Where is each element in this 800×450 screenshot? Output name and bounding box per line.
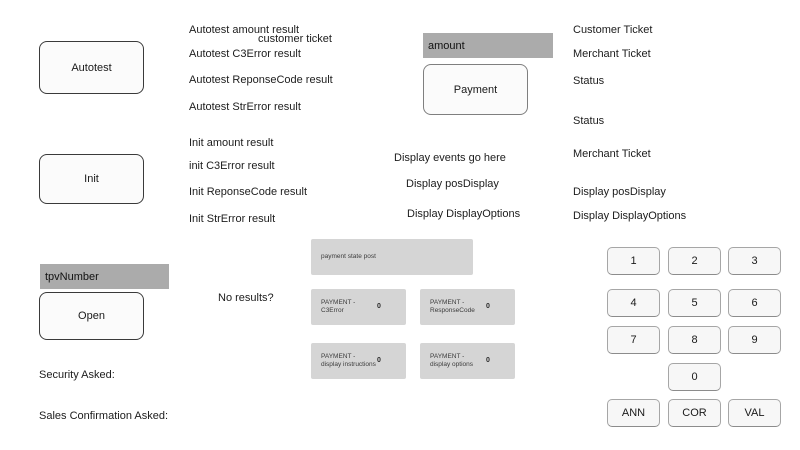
payment-display-options-box <box>420 343 515 379</box>
no-results-label: No results? <box>218 292 274 304</box>
payment-responsecode-box <box>420 289 515 325</box>
payment-c3error-box <box>311 289 406 325</box>
open-button[interactable]: Open <box>39 292 144 340</box>
amount-input[interactable] <box>423 33 553 58</box>
autotest-amount-result-label: Autotest amount result <box>189 24 300 36</box>
autotest-strerror-result-label: Autotest StrError result <box>189 101 301 113</box>
display-posdisplay-label: Display posDisplay <box>406 178 499 190</box>
payment-c3error-count: 0 <box>377 303 381 310</box>
payment-responsecode-label: PAYMENT - ResponseCode <box>430 299 475 314</box>
init-amount-result-label: Init amount result <box>189 137 274 149</box>
keypad-key-3[interactable]: 3 <box>728 247 781 275</box>
payment-display-instructions-count: 0 <box>377 357 381 364</box>
payment-display-instructions-box <box>311 343 406 379</box>
payment-display-instructions-label: PAYMENT - display instructions <box>321 353 376 368</box>
keypad-key-9[interactable]: 9 <box>728 326 781 354</box>
payment-c3error-label: PAYMENT - C3Error <box>321 299 356 314</box>
autotest-button[interactable]: Autotest <box>39 41 144 94</box>
init-button[interactable]: Init <box>39 154 144 204</box>
keypad-key-0[interactable]: 0 <box>668 363 721 391</box>
payment-display-options-label: PAYMENT - display options <box>430 353 473 368</box>
status-label-2: Status <box>573 115 605 127</box>
display-displayoptions-label: Display DisplayOptions <box>407 208 521 220</box>
payment-display-options-count: 0 <box>486 357 490 364</box>
keypad-key-1[interactable]: 1 <box>607 247 660 275</box>
customer-ticket-result-label: customer ticket <box>258 33 332 45</box>
init-reponsecode-result-label: Init ReponseCode result <box>189 186 308 198</box>
merchant-ticket-label: Merchant Ticket <box>573 48 651 60</box>
merchant-ticket-label-2: Merchant Ticket <box>573 148 651 160</box>
customer-ticket-label: Customer Ticket <box>573 24 653 36</box>
keypad-key-5[interactable]: 5 <box>668 289 721 317</box>
keypad-val-button[interactable]: VAL <box>728 399 781 427</box>
init-c3error-result-label: init C3Error result <box>189 160 275 172</box>
init-strerror-result-label: Init StrError result <box>189 213 276 225</box>
autotest-reponsecode-result-label: Autotest ReponseCode result <box>189 74 333 86</box>
keypad-key-4[interactable]: 4 <box>607 289 660 317</box>
security-asked-label: Security Asked: <box>39 369 115 381</box>
keypad-key-6[interactable]: 6 <box>728 289 781 317</box>
payment-state-post-label: payment state post <box>321 253 376 260</box>
display-displayoptions-label-right: Display DisplayOptions <box>573 210 687 222</box>
keypad-key-7[interactable]: 7 <box>607 326 660 354</box>
display-events-label: Display events go here <box>394 152 506 164</box>
autotest-c3error-result-label: Autotest C3Error result <box>189 48 301 60</box>
keypad-key-2[interactable]: 2 <box>668 247 721 275</box>
keypad-ann-button[interactable]: ANN <box>607 399 660 427</box>
payment-button[interactable]: Payment <box>423 64 528 115</box>
status-label-1: Status <box>573 75 605 87</box>
keypad-cor-button[interactable]: COR <box>668 399 721 427</box>
keypad-key-8[interactable]: 8 <box>668 326 721 354</box>
tpv-number-input[interactable] <box>40 264 169 289</box>
sales-confirmation-asked-label: Sales Confirmation Asked: <box>39 410 169 422</box>
payment-responsecode-count: 0 <box>486 303 490 310</box>
payment-state-post-box <box>311 239 473 275</box>
display-posdisplay-label-right: Display posDisplay <box>573 186 666 198</box>
